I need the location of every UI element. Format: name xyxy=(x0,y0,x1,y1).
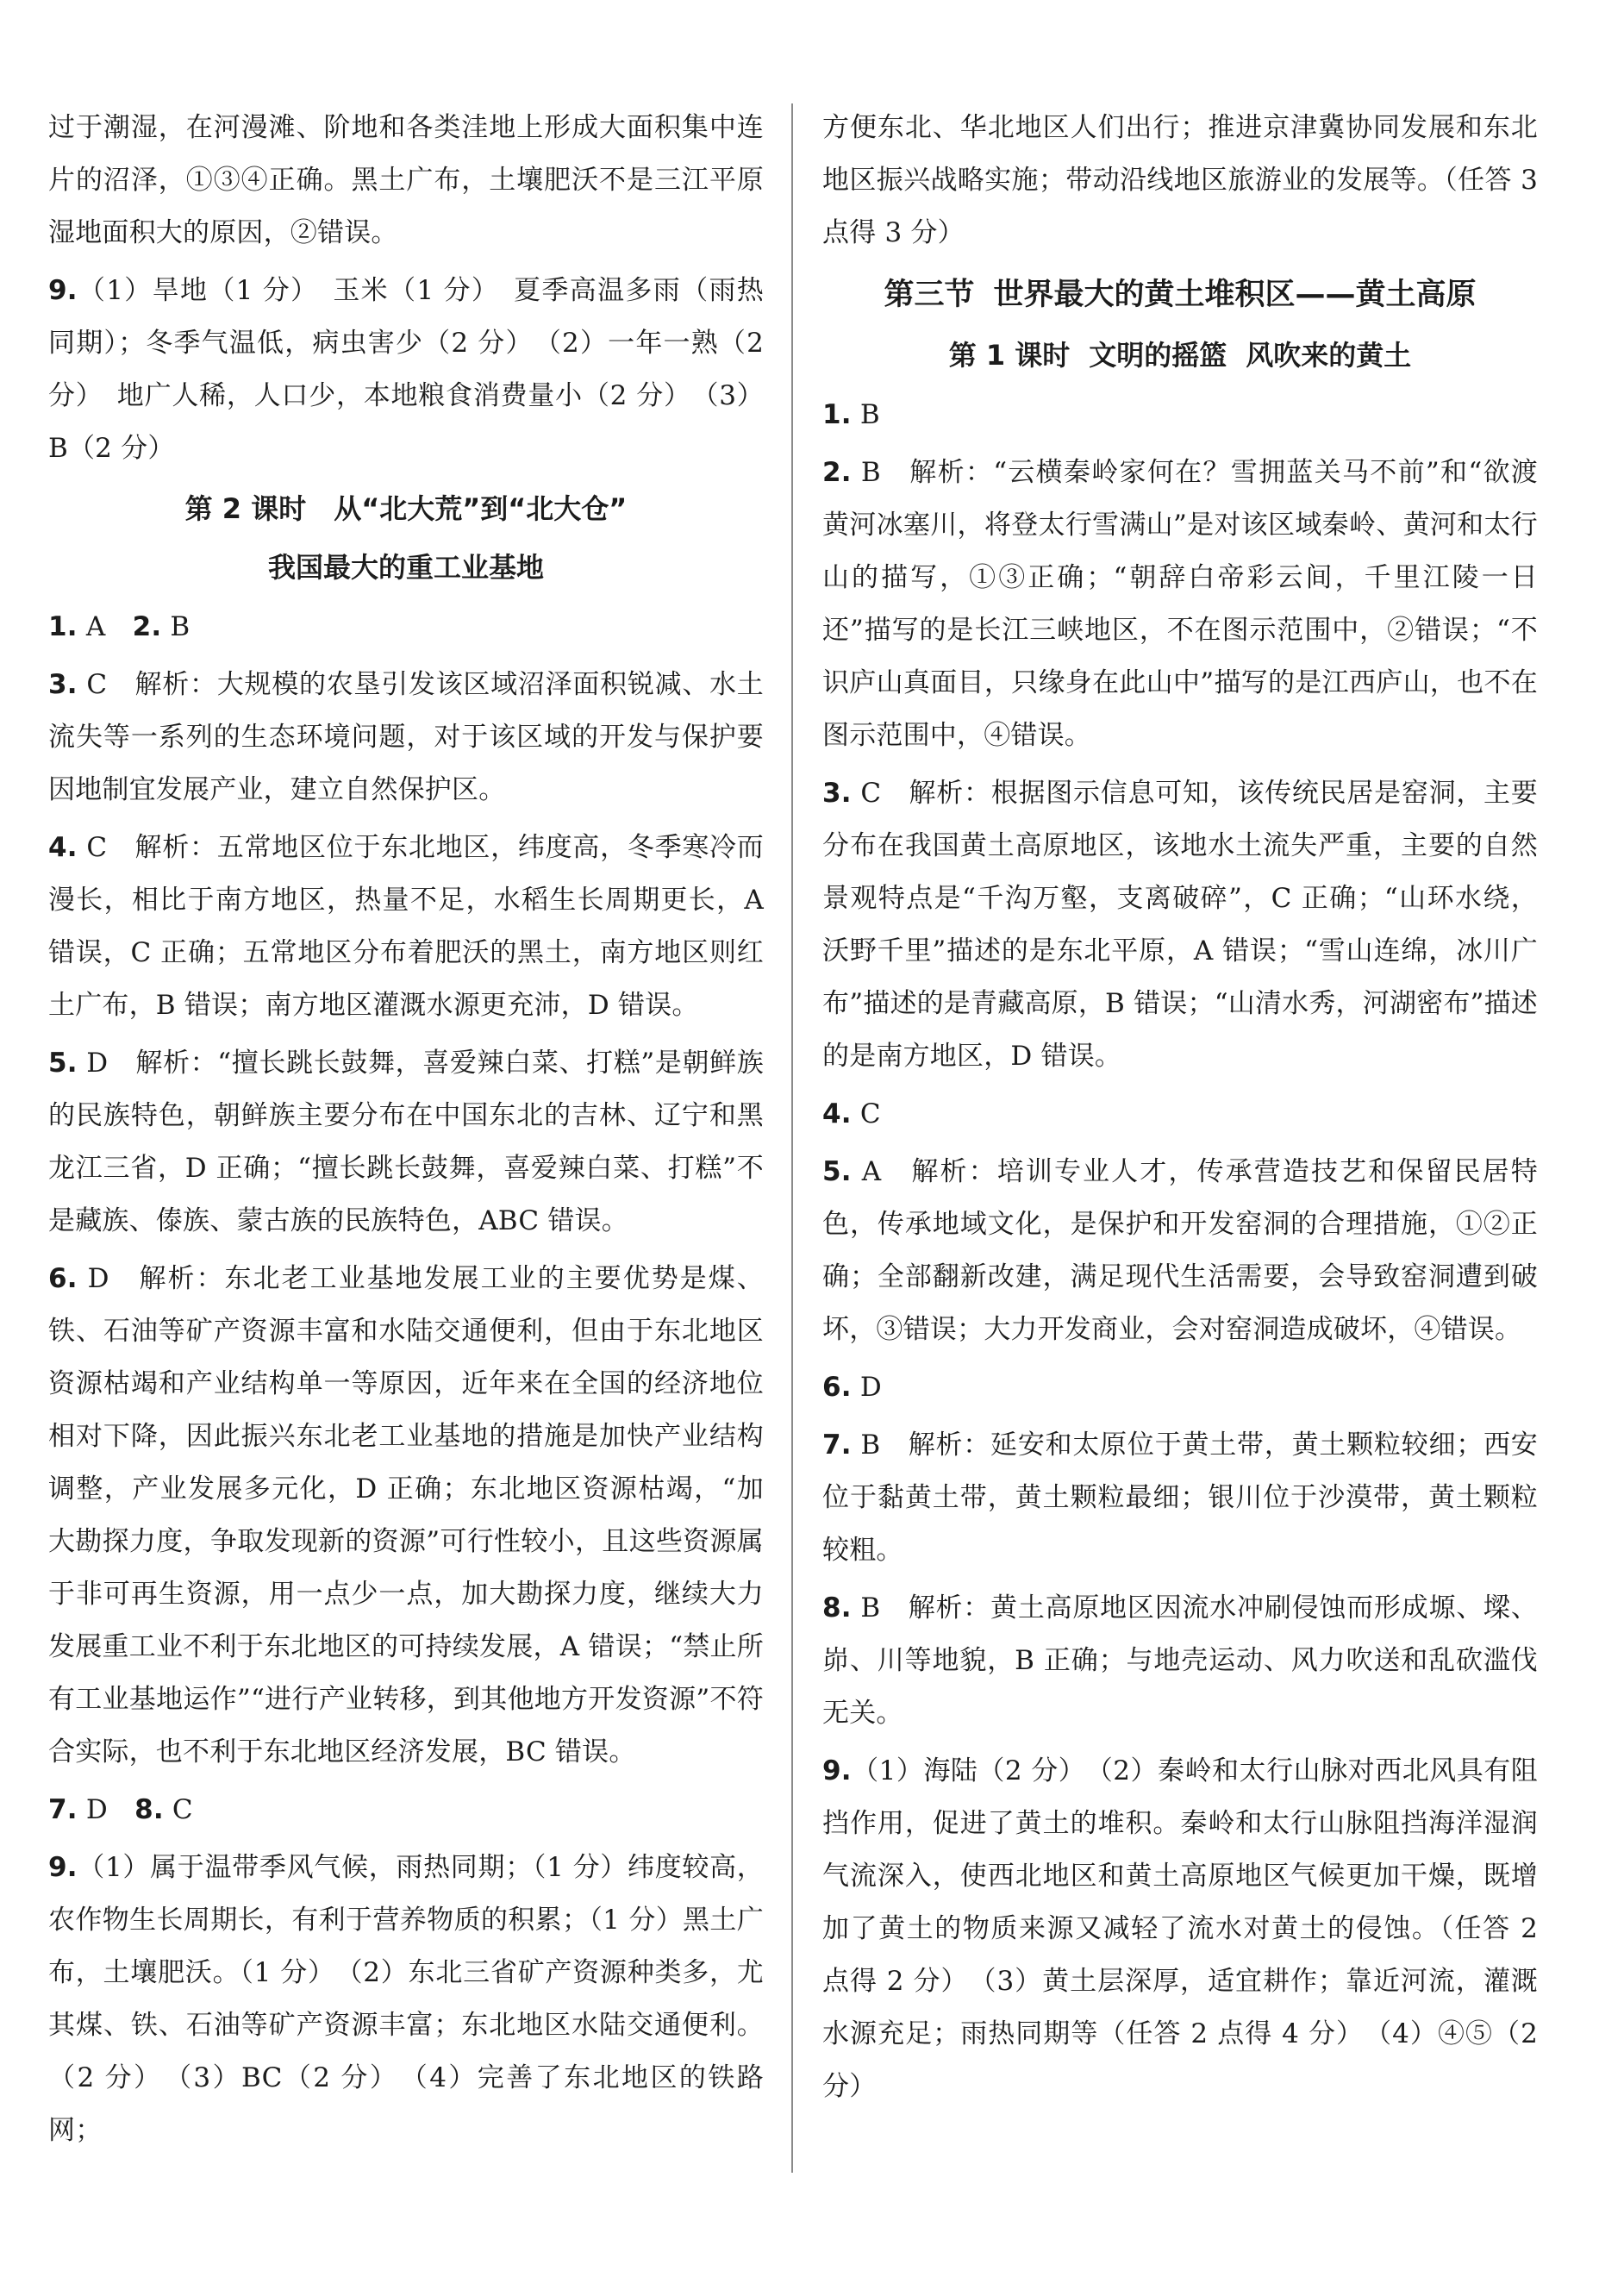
answer-item-5-right: 5. A 解析：培训专业人才，传承营造技艺和保留民居特色，传承地域文化，是保护和开发窑洞的合理措施，①②正确；全部翻新改建，满足现代生活需要，会导致窑洞遭到破坏，③错误；大力开发商业，会对窑洞造成破坏，④错误。 xyxy=(822,1156,1539,1345)
answer-item-9: 9.（1）旱地（1 分） 玉米（1 分） 夏季高温多雨（雨热同期）；冬季气温低，病虫害少（2 分） （2）一年一熟（2 分） 地广人稀，人口少，本地粮食消费量小（2 分） （3）B（2 分） xyxy=(48,275,764,464)
lesson-heading xyxy=(48,482,764,594)
answer-item-1-right: 1. B xyxy=(822,399,880,430)
answer-item-6: 6. D 解析：东北老工业基地发展工业的主要优势是煤、铁、石油等矿产资源丰富和水陆交通便利，但由于东北地区资源枯竭和产业结构单一等原因，近年来在全国的经济地位相对下降，因此振兴东北老工业基地的措施是加快产业结构调整，产业发展多元化，D 正确；东北地区资源枯竭，“加大勘探力度，争取发现新的资源”可行性较小，且这些资源属于非可再生资源，用一点少一点，加大勘探力度，继续大力发展重工业不利于东北地区的可持续发展，A 错误；“禁止所有工业基地运作”“进行产业转移，到其他地方开发资源”不符合实际，也不利于东北地区经济发展，BC 错误。 xyxy=(48,1263,764,1767)
answer-item-4-right: 4. C xyxy=(822,1098,881,1129)
answer-item-9-lesson2: 9.（1）属于温带季风气候，雨热同期；（1 分）纬度较高，农作物生长周期长，有利于营养物质的积累；（1 分）黑土广布，土壤肥沃。（1 分） （2）东北三省矿产资源种类多，尤其煤、铁、石油等矿产资源丰富；东北地区水陆交通便利。（2 分） （3）BC（2 分） （4）完善了东北地区的铁路网； xyxy=(48,1852,764,2146)
answer-item-2-right: 2. B 解析：“云横秦岭家何在？雪拥蓝关马不前”和“欲渡黄河冰塞川，将登太行雪满山”是对该区域秦岭、黄河和太行山的描写，①③正确；“朝辞白帝彩云间，千里江陵一日还”描写的是长江三峡地区，不在图示范围中，②错误；“不识庐山真面目，只缘身在此山中”描写的是江西庐山，也不在图示范围中，④错误。 xyxy=(822,457,1538,751)
answer-item-9-right: 9.（1）海陆（2 分） （2）秦岭和太行山脉对西北风具有阻挡作用，促进了黄土的堆积。秦岭和太行山脉阻挡海洋湿润气流深入，使西北地区和黄土高原地区气候更加干燥，既增加了黄土的物质来源又减轻了流水对黄土的侵蚀。（任答 2 点得 2 分） （3）黄土层深厚，适宜耕作；靠近河流，灌溉水源充足；雨热同期等（任答 2 点得 4 分） （4）④⑤（2 分） xyxy=(822,1755,1538,2102)
lesson-title: 第 2 课时 从“北大荒”到“北大仓” xyxy=(184,492,628,525)
answer-item-5: 5. D 解析：“擅长跳长鼓舞，喜爱辣白菜、打糕”是朝鲜族的民族特色，朝鲜族主要分布在中国东北的吉林、辽宁和黑龙江三省，D 正确；“擅长跳长鼓舞，喜爱辣白菜、打糕”不是藏族、傣族、蒙古族的民族特色，ABC 错误。 xyxy=(48,1048,764,1236)
answer-item-8-right: 8. B 解析：黄土高原地区因流水冲刷侵蚀而形成塬、墚、峁、川等地貌，B 正确；与地壳运动、风力吹送和乱砍滥伐无关。 xyxy=(822,1592,1538,1729)
column-divider xyxy=(791,103,793,2173)
right-column xyxy=(822,102,1538,2118)
answer-item-4: 4. C 解析：五常地区位于东北地区，纬度高，冬季寒冷而漫长，相比于南方地区，热量不足，水稻生长周期更长，A 错误，C 正确；五常地区分布着肥沃的黑土，南方地区则红土广布，B 错误；南方地区灌溉水源更充沛，D 错误。 xyxy=(48,832,764,1021)
left-column xyxy=(48,102,764,2162)
lesson-subtitle: 我国最大的重工业基地 xyxy=(267,551,544,584)
answer-item-7-right: 7. B 解析：延安和太原位于黄土带，黄土颗粒较细；西安位于黏黄土带，黄土颗粒最细；银川位于沙漠带，黄土颗粒较粗。 xyxy=(822,1430,1538,1566)
answer-item-6-right: 6. D xyxy=(822,1372,882,1403)
continuation-paragraph: 过于潮湿，在河漫滩、阶地和各类洼地上形成大面积集中连片的沼泽，①③④正确。黑土广布，土壤肥沃不是三江平原湿地面积大的原因，②错误。 xyxy=(48,112,764,248)
lesson-title-right: 第 1 课时 文明的摇篮 风吹来的黄土 xyxy=(948,339,1412,372)
answer-item-7-8: 7. D 8. C xyxy=(48,1794,193,1825)
answer-item-3: 3. C 解析：大规模的农垦引发该区域沼泽面积锐减、水土流失等一系列的生态环境问题，对于该区域的开发与保护要因地制宜发展产业，建立自然保护区。 xyxy=(48,669,764,805)
continuation-paragraph-right: 方便东北、华北地区人们出行；推进京津冀协同发展和东北地区振兴战略实施；带动沿线地区旅游业的发展等。（任答 3 点得 3 分） xyxy=(822,112,1538,248)
answer-item-1-2: 1. A 2. B xyxy=(48,611,191,642)
section-heading-block xyxy=(822,266,1538,382)
section-title: 第三节 世界最大的黄土堆积区——黄土高原 xyxy=(884,278,1477,312)
answer-item-3-right: 3. C 解析：根据图示信息可知，该传统民居是窑洞，主要分布在我国黄土高原地区，该地水土流失严重，主要的自然景观特点是“千沟万壑，支离破碎”，C 正确；“山环水绕，沃野千里”描述的是东北平原，A 错误；“雪山连绵，冰川广布”描述的是青藏高原，B 错误；“山清水秀，河湖密布”描述的是南方地区，D 错误。 xyxy=(822,778,1538,1072)
